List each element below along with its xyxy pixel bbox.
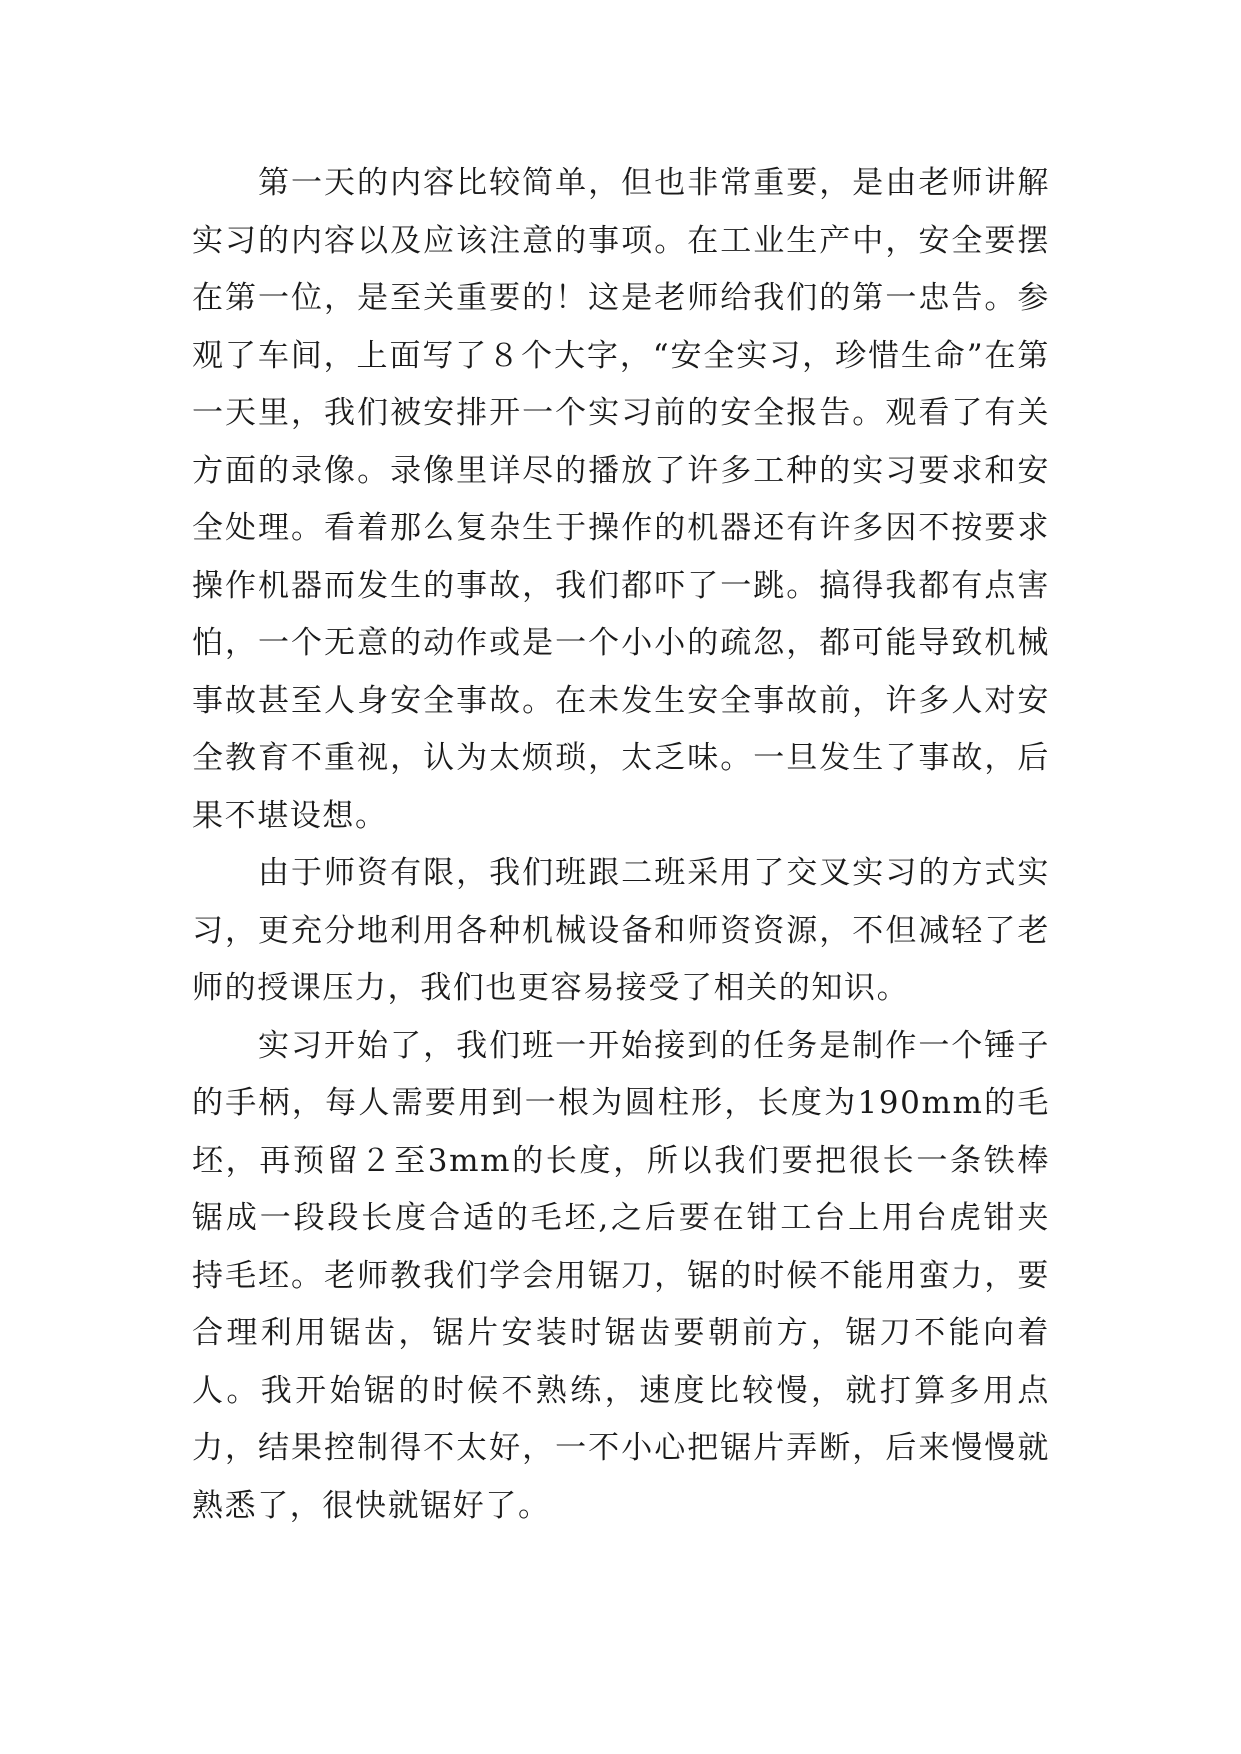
paragraph-hammer-handle-task: 实习开始了，我们班一开始接到的任务是制作一个锤子的手柄，每人需要用到一根为圆柱形，长度为190mm的毛坯，再预留２至3mm的长度，所以我们要把很长一条铁棒锯成一段段长度合适的毛坯,之后要在钳工台上用台虎钳夹持毛坯。老师教我们学会用锯刀，锯的时候不能用蛮力，要合理利用锯齿，锯片安装时锯齿要朝前方，锯刀不能向着人。我开始锯的时候不熟练，速度比较慢，就打算多用点力，结果控制得不太好，一不小心把锯片弄断，后来慢慢就熟悉了，很快就锯好了。 bbox=[192, 1027, 1050, 1524]
document-body bbox=[192, 155, 1050, 1535]
paragraph-safety-training: 第一天的内容比较简单，但也非常重要，是由老师讲解实习的内容以及应该注意的事项。在工业生产中，安全要摆在第一位，是至关重要的！这是老师给我们的第一忠告。参观了车间，上面写了８个大字，“安全实习，珍惜生命”在第一天里，我们被安排开一个实习前的安全报告。观看了有关方面的录像。录像里详尽的播放了许多工种的实习要求和安全处理。看着那么复杂生于操作的机器还有许多因不按要求操作机器而发生的事故，我们都吓了一跳。搞得我都有点害怕，一个无意的动作或是一个小小的疏忽，都可能导致机械事故甚至人身安全事故。在未发生安全事故前，许多人对安全教育不重视，认为太烦琐，太乏味。一旦发生了事故，后果不堪设想。 bbox=[192, 165, 1050, 834]
paragraph-cross-practice: 由于师资有限，我们班跟二班采用了交叉实习的方式实习，更充分地利用各种机械设备和师资资源，不但减轻了老师的授课压力，我们也更容易接受了相关的知识。 bbox=[192, 855, 1050, 1006]
